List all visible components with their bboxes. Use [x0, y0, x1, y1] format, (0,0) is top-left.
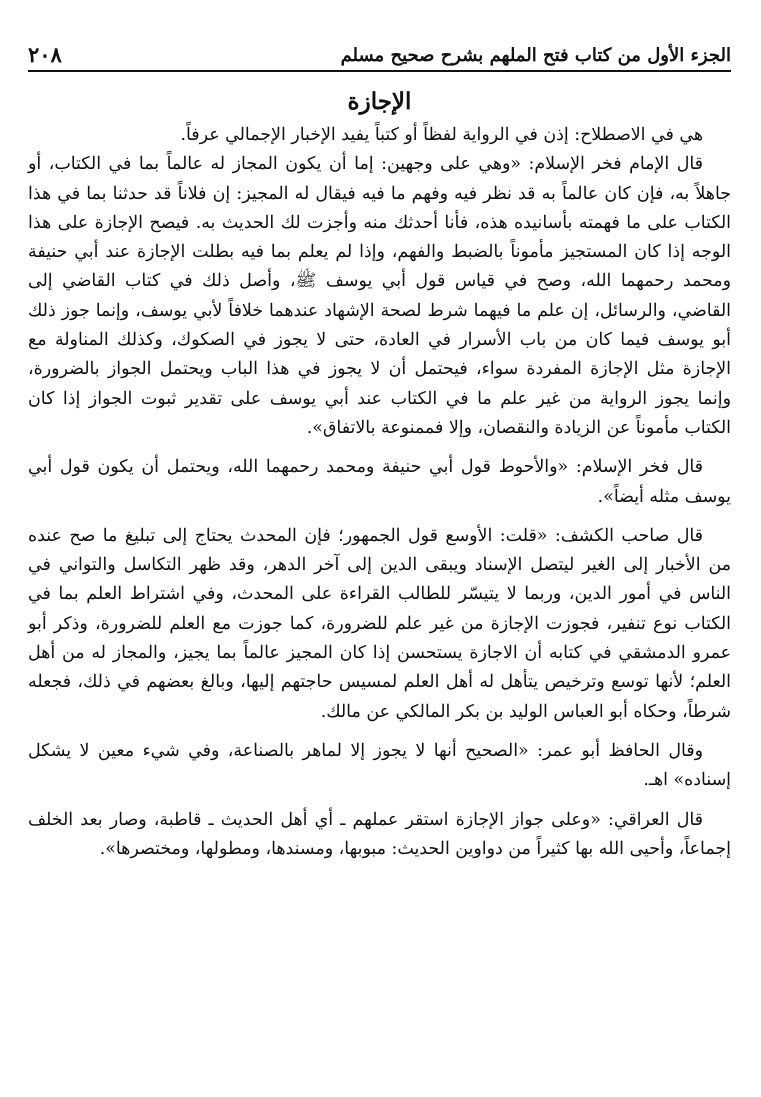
running-title: الجزء الأول من كتاب فتح الملهم بشرح صحيح مسلم	[340, 45, 731, 66]
page-number: ٢٠٨	[28, 42, 62, 67]
paragraph-definition: هي في الاصطلاح: إذن في الرواية لفظاً أو كتباً يفيد الإخبار الإجمالي عرفاً.	[180, 125, 703, 145]
section-title: الإجازة	[347, 88, 412, 115]
paragraph-kashf: قال صاحب الكشف: «قلت: الأوسع قول الجمهور؛ فإن المحدث يحتاج إلى تبليغ ما صح عنده من الأخبار إلى الغير ليتصل الإسناد ويبقى الدين إلى آخر الدهر، وقد ظهر التكاسل والتواني في الناس في أمور الدين، وربما لا يتيسّر للطالب القراءة على المحدث، وفي اشتراط العلم بما في الكتاب نوع تنفير، فجوزت الإجازة من غير علم للضرورة، كما جوزت مع العلم للضرورة، وذكر أبو عمرو الدمشقي في كتابه أن الاجازة يستحسن إذا كان المجيز عالماً بما يجيز، والمجاز له من أهل العلم؛ لأنها توسع وترخيص يتأهل له أهل العلم لمسيس حاجتهم إليها، وبالغ بعضهم في ذلك، فجعله شرطاً، وحكاه أبو العباس الوليد بن بكر المالكي عن مالك.	[28, 525, 731, 722]
page-header	[28, 30, 731, 72]
paragraph-fakhr-islam: قال الإمام فخر الإسلام: «وهي على وجهين: إما أن يكون المجاز له عالماً بما في الكتاب، أو جاهلاً به، فإن كان عالماً به قد نظر فيه وفهم ما فيه فيقال له المجيز: إن فلاناً قد حدثنا بما في هذا الكتاب على ما فهمته بأسانيده هذه، فأنا أحدثك منه وأجزت لك الحديث به. فيصح الإجازة على هذا الوجه إذا كان المستجيز مأموناً بالضبط والفهم، وإذا لم يعلم بما فيه بطلت الإجازة عند أبي حنيفة ومحمد رحمهما الله، وصح في قياس قول أبي يوسف ﷺ، وأصل ذلك في كتاب القاضي إلى القاضي، والرسائل، إن علم ما فيهما شرط لصحة الإشهاد عندهما خلافاً لأبي يوسف، وإنما جوز ذلك أبو يوسف فيما كان من باب الأسرار في العادة، حتى لا يجوز في الصكوك، وكذلك المناولة مع الإجازة مثل الإجازة المفردة سواء، فيحتمل أن لا يجوز في هذا الباب ويحتمل الجواز بالضرورة، وإنما يجوز الرواية من غير علم ما في الكتاب عند أبي يوسف على تقدير ثبوت الجواز إذا كان الكتاب مأموناً عن الزيادة والنقصان، وإلا فممنوعة بالاتفاق».	[28, 154, 731, 438]
paragraph-abu-umar: وقال الحافظ أبو عمر: «الصحيح أنها لا يجوز إلا لماهر بالصناعة، وفي شيء معين لا يشكل إسناده» اهـ.	[28, 740, 731, 791]
page-content	[28, 88, 731, 864]
paragraph-fakhr-islam-ahwat: قال فخر الإسلام: «والأحوط قول أبي حنيفة ومحمد رحمهما الله، ويحتمل أن يكون قول أبي يوسف مثله أيضاً».	[28, 457, 731, 507]
paragraph-iraqi: قال العراقي: «وعلى جواز الإجازة استقر عملهم ـ أي أهل الحديث ـ قاطبة، وصار بعد الخلف إجماعاً، وأحيى الله بها كثيراً من دواوين الحديث: مبوبها، ومسندها، ومطولها، ومختصرها».	[28, 809, 731, 859]
